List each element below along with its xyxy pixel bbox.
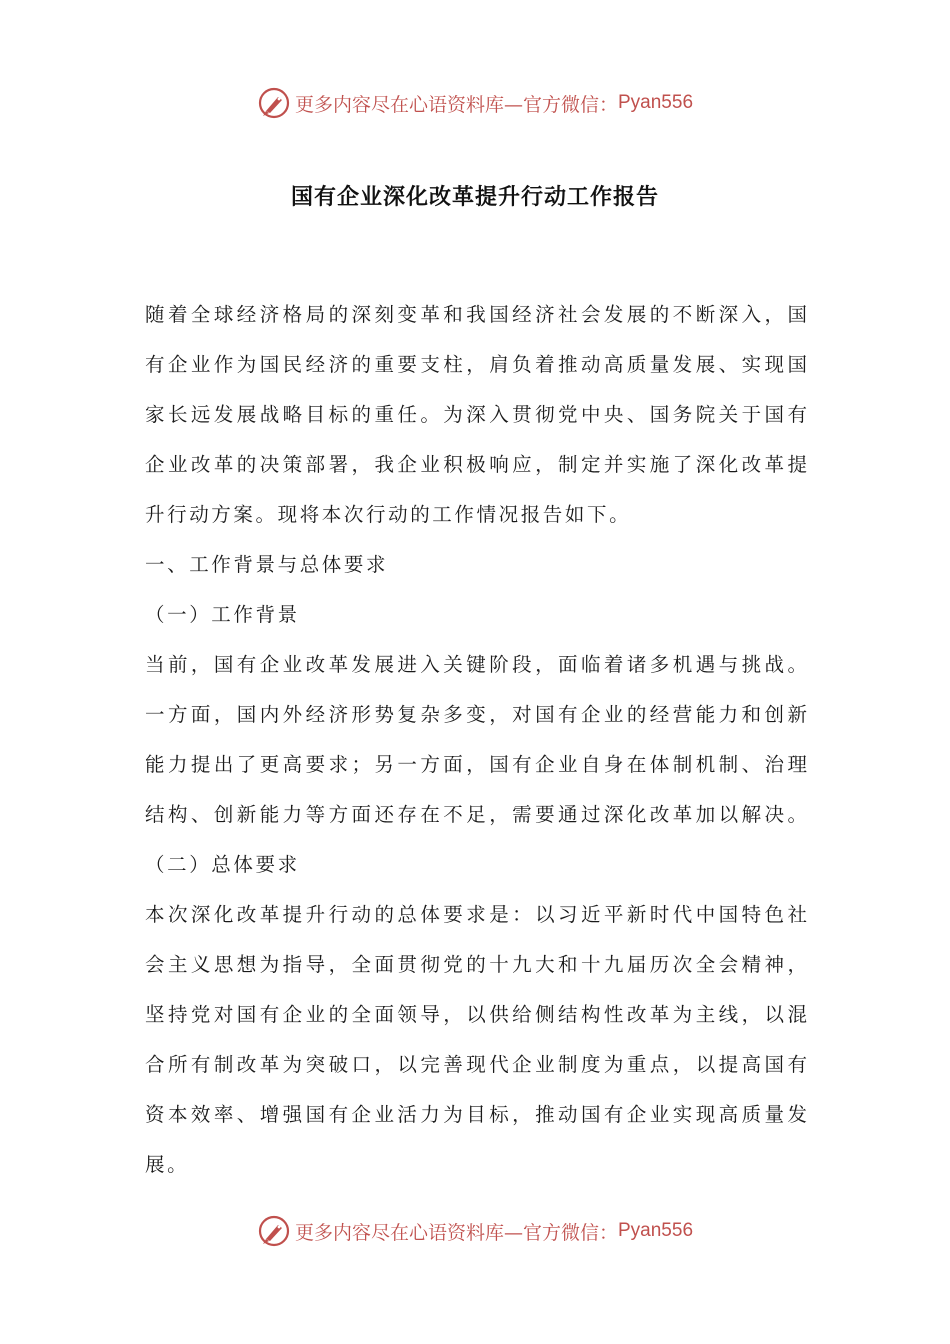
paragraph-line: 结构、创新能力等方面还存在不足，需要通过深化改革加以解决。 — [145, 803, 807, 826]
paragraph-line: 会主义思想为指导，全面贯彻党的十九大和十九届历次全会精神， — [145, 953, 807, 976]
subsection-heading: （二）总体要求 — [145, 853, 300, 876]
paragraph-line: 资本效率、增强国有企业活力为目标，推动国有企业实现高质量发 — [145, 1103, 807, 1126]
watermark-header — [0, 83, 950, 123]
watermark-wechat-id: Pyan556 — [618, 1220, 694, 1241]
section-heading: 一、工作背景与总体要求 — [145, 553, 389, 576]
subsection-heading: （一）工作背景 — [145, 603, 300, 626]
pen-nib-icon — [257, 86, 291, 120]
paragraph-line: 升行动方案。现将本次行动的工作情况报告如下。 — [145, 503, 632, 526]
watermark-wechat-id: Pyan556 — [618, 92, 694, 113]
paragraph-line: 展。 — [145, 1153, 190, 1176]
paragraph-line: 本次深化改革提升行动的总体要求是：以习近平新时代中国特色社 — [145, 903, 807, 926]
paragraph-line: 当前，国有企业改革发展进入关键阶段，面临着诸多机遇与挑战。 — [145, 653, 807, 676]
paragraph-line: 一方面，国内外经济形势复杂多变，对国有企业的经营能力和创新 — [145, 703, 807, 726]
paragraph-line: 合所有制改革为突破口，以完善现代企业制度为重点，以提高国有 — [145, 1053, 807, 1076]
paragraph-line: 坚持党对国有企业的全面领导，以供给侧结构性改革为主线，以混 — [145, 1003, 807, 1026]
paragraph-line: 家长远发展战略目标的重任。为深入贯彻党中央、国务院关于国有 — [145, 403, 807, 426]
paragraph-line: 随着全球经济格局的深刻变革和我国经济社会发展的不断深入，国 — [145, 303, 807, 326]
document-body — [145, 290, 807, 1190]
watermark-text: 更多内容尽在心语资料库—官方微信： — [294, 1221, 618, 1244]
paragraph-line: 能力提出了更高要求；另一方面，国有企业自身在体制机制、治理 — [145, 753, 807, 776]
paragraph-line: 有企业作为国民经济的重要支柱，肩负着推动高质量发展、实现国 — [145, 353, 807, 376]
document-title: 国有企业深化改革提升行动工作报告 — [290, 184, 659, 210]
watermark-text: 更多内容尽在心语资料库—官方微信： — [294, 93, 618, 116]
watermark-footer — [0, 1211, 950, 1251]
paragraph-line: 企业改革的决策部署，我企业积极响应，制定并实施了深化改革提 — [145, 453, 807, 476]
pen-nib-icon — [257, 1214, 291, 1248]
